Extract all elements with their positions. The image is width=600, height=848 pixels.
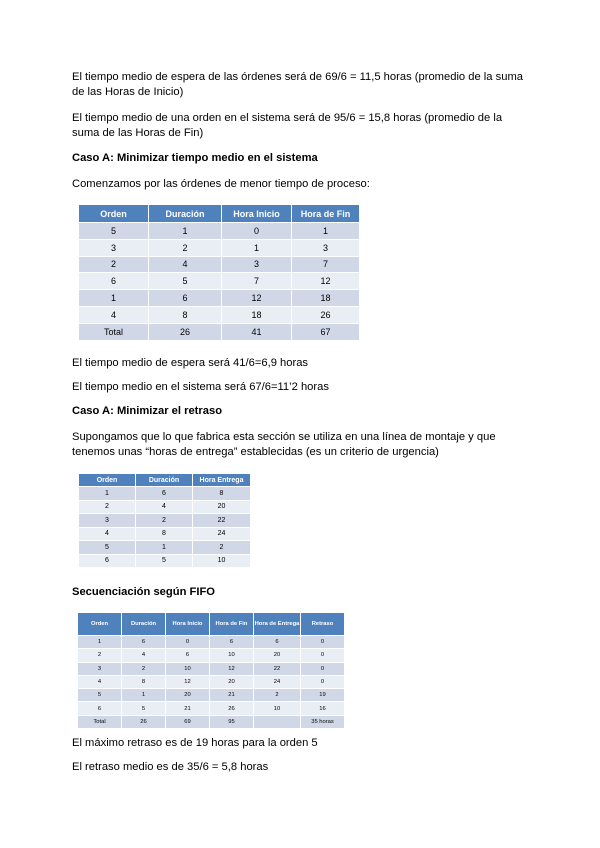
table-cell: 20 bbox=[210, 675, 254, 688]
table-delivery-hours bbox=[78, 473, 251, 568]
table-cell: 24 bbox=[254, 675, 301, 688]
column-header: Duración bbox=[136, 474, 193, 487]
table-fifo-sequence bbox=[77, 612, 345, 729]
column-header: Hora de Fin bbox=[292, 205, 360, 223]
table-cell: 69 bbox=[166, 715, 210, 728]
paragraph-avg-wait: El tiempo medio de espera será 41/6=6,9 horas bbox=[72, 357, 309, 369]
column-header: Duración bbox=[122, 613, 166, 636]
table-cell: 1 bbox=[79, 487, 136, 501]
table-cell: 1 bbox=[122, 689, 166, 702]
table-row bbox=[79, 554, 251, 568]
table-cell: Total bbox=[78, 715, 122, 728]
table-cell: 21 bbox=[210, 689, 254, 702]
table-cell: 16 bbox=[301, 702, 345, 715]
table-cell: 3 bbox=[79, 514, 136, 528]
table-row bbox=[79, 223, 360, 240]
table-cell: 10 bbox=[166, 662, 210, 675]
table-cell: 8 bbox=[122, 675, 166, 688]
table-cell: 4 bbox=[149, 256, 222, 273]
paragraph-system-time: El tiempo medio de una orden en el sistema será de 95/6 = 15,8 horas (promedio de la suma de las Horas de Fin) bbox=[72, 112, 503, 139]
table-row bbox=[79, 487, 251, 501]
table-cell: 26 bbox=[210, 702, 254, 715]
table-cell: 2 bbox=[78, 649, 122, 662]
table-cell: 4 bbox=[122, 649, 166, 662]
column-header: Orden bbox=[79, 205, 149, 223]
table-cell: 26 bbox=[122, 715, 166, 728]
table-cell: 8 bbox=[193, 487, 251, 501]
table-cell: 12 bbox=[210, 662, 254, 675]
table-cell: 6 bbox=[136, 487, 193, 501]
table-cell: 0 bbox=[166, 636, 210, 649]
table-cell: 67 bbox=[292, 323, 360, 340]
table-cell: 35 horas bbox=[301, 715, 345, 728]
table-cell: 2 bbox=[122, 662, 166, 675]
table-cell: 4 bbox=[79, 527, 136, 541]
table-cell: 2 bbox=[79, 500, 136, 514]
table-cell: 20 bbox=[254, 649, 301, 662]
table-row bbox=[79, 256, 360, 273]
table-row bbox=[79, 290, 360, 307]
table-cell: 26 bbox=[149, 323, 222, 340]
table-cell: 5 bbox=[79, 541, 136, 555]
column-header: Duración bbox=[149, 205, 222, 223]
table-cell: 6 bbox=[79, 273, 149, 290]
table-cell: 22 bbox=[193, 514, 251, 528]
paragraph-waiting-time: El tiempo medio de espera de las órdenes será de 69/6 = 11,5 horas (promedio de la suma de las Horas de Inicio) bbox=[72, 71, 523, 98]
table-cell: 0 bbox=[301, 649, 345, 662]
table-cell: 1 bbox=[78, 636, 122, 649]
table-row bbox=[79, 527, 251, 541]
table-cell: 5 bbox=[122, 702, 166, 715]
table-cell: 12 bbox=[292, 273, 360, 290]
table-row bbox=[79, 541, 251, 555]
column-header: Hora Inicio bbox=[166, 613, 210, 636]
heading-fifo: Secuenciación según FIFO bbox=[72, 586, 215, 598]
table-cell: 6 bbox=[79, 554, 136, 568]
table-cell: 4 bbox=[136, 500, 193, 514]
table-cell: 6 bbox=[166, 649, 210, 662]
table-row bbox=[78, 702, 345, 715]
table-cell: 12 bbox=[166, 675, 210, 688]
table-cell: 24 bbox=[193, 527, 251, 541]
table-cell: 0 bbox=[301, 675, 345, 688]
table-row bbox=[79, 514, 251, 528]
table-cell: 26 bbox=[292, 306, 360, 323]
table-cell: 5 bbox=[78, 689, 122, 702]
paragraph-avg-system: El tiempo medio en el sistema será 67/6=11’2 horas bbox=[72, 381, 329, 393]
table-cell: 3 bbox=[78, 662, 122, 675]
table-cell: 1 bbox=[136, 541, 193, 555]
table-cell: 1 bbox=[222, 239, 292, 256]
table-row bbox=[78, 636, 345, 649]
column-header: Retraso bbox=[301, 613, 345, 636]
table-cell: 1 bbox=[292, 223, 360, 240]
table-cell: 6 bbox=[254, 636, 301, 649]
table-spt-sequence bbox=[78, 204, 360, 341]
table-row bbox=[79, 239, 360, 256]
table-header bbox=[79, 205, 360, 223]
table-cell: 95 bbox=[210, 715, 254, 728]
table-cell: 1 bbox=[79, 290, 149, 307]
column-header: Orden bbox=[78, 613, 122, 636]
table-cell: 4 bbox=[78, 675, 122, 688]
heading-case-a-min-delay: Caso A: Minimizar el retraso bbox=[72, 405, 223, 417]
column-header: Hora Entrega bbox=[193, 474, 251, 487]
table-cell: 7 bbox=[292, 256, 360, 273]
table-row bbox=[79, 306, 360, 323]
table-cell: 0 bbox=[301, 662, 345, 675]
table-cell: 6 bbox=[210, 636, 254, 649]
table-cell: 5 bbox=[136, 554, 193, 568]
table-cell: 22 bbox=[254, 662, 301, 675]
table-cell: 10 bbox=[193, 554, 251, 568]
table-cell: 3 bbox=[292, 239, 360, 256]
table-cell: 2 bbox=[136, 514, 193, 528]
table-row bbox=[78, 649, 345, 662]
table-row bbox=[78, 662, 345, 675]
table-cell: 6 bbox=[149, 290, 222, 307]
column-header: Hora Inicio bbox=[222, 205, 292, 223]
table-cell: 41 bbox=[222, 323, 292, 340]
table-cell: 2 bbox=[149, 239, 222, 256]
table-cell: 8 bbox=[149, 306, 222, 323]
paragraph-intro-spt: Comenzamos por las órdenes de menor tiempo de proceso: bbox=[72, 178, 370, 190]
column-header: Orden bbox=[79, 474, 136, 487]
table-cell: 18 bbox=[292, 290, 360, 307]
table-cell: 1 bbox=[149, 223, 222, 240]
table-cell: 19 bbox=[301, 689, 345, 702]
table-row bbox=[78, 715, 345, 728]
table-cell: 10 bbox=[210, 649, 254, 662]
table-row bbox=[79, 500, 251, 514]
table-row bbox=[79, 323, 360, 340]
table-cell: 7 bbox=[222, 273, 292, 290]
table-cell: 0 bbox=[301, 636, 345, 649]
table-cell: 4 bbox=[79, 306, 149, 323]
table-cell: 8 bbox=[136, 527, 193, 541]
heading-case-a-min-time: Caso A: Minimizar tiempo medio en el sistema bbox=[72, 152, 318, 164]
table-cell: Total bbox=[79, 323, 149, 340]
paragraph-delivery-hours: Supongamos que lo que fabrica esta sección se utiliza en una línea de montaje y que tenemos unas “horas de entrega” establecidas (es un criterio de urgencia) bbox=[72, 431, 496, 458]
table-cell: 2 bbox=[79, 256, 149, 273]
table-row bbox=[79, 273, 360, 290]
column-header: Hora de Fin bbox=[210, 613, 254, 636]
table-cell: 20 bbox=[166, 689, 210, 702]
table-row bbox=[78, 689, 345, 702]
table-row bbox=[78, 675, 345, 688]
table-cell: 20 bbox=[193, 500, 251, 514]
table-cell: 6 bbox=[78, 702, 122, 715]
table-cell: 3 bbox=[79, 239, 149, 256]
table-header bbox=[78, 613, 345, 636]
table-cell: 2 bbox=[254, 689, 301, 702]
table-cell: 0 bbox=[222, 223, 292, 240]
table-cell bbox=[254, 715, 301, 728]
paragraph-avg-delay: El retraso medio es de 35/6 = 5,8 horas bbox=[72, 761, 269, 773]
table-cell: 18 bbox=[222, 306, 292, 323]
table-header bbox=[79, 474, 251, 487]
table-cell: 2 bbox=[193, 541, 251, 555]
column-header: Hora de Entrega bbox=[254, 613, 301, 636]
table-cell: 6 bbox=[122, 636, 166, 649]
table-cell: 10 bbox=[254, 702, 301, 715]
table-cell: 3 bbox=[222, 256, 292, 273]
paragraph-max-delay: El máximo retraso es de 19 horas para la orden 5 bbox=[72, 737, 318, 749]
table-cell: 12 bbox=[222, 290, 292, 307]
table-cell: 5 bbox=[79, 223, 149, 240]
table-cell: 21 bbox=[166, 702, 210, 715]
table-cell: 5 bbox=[149, 273, 222, 290]
